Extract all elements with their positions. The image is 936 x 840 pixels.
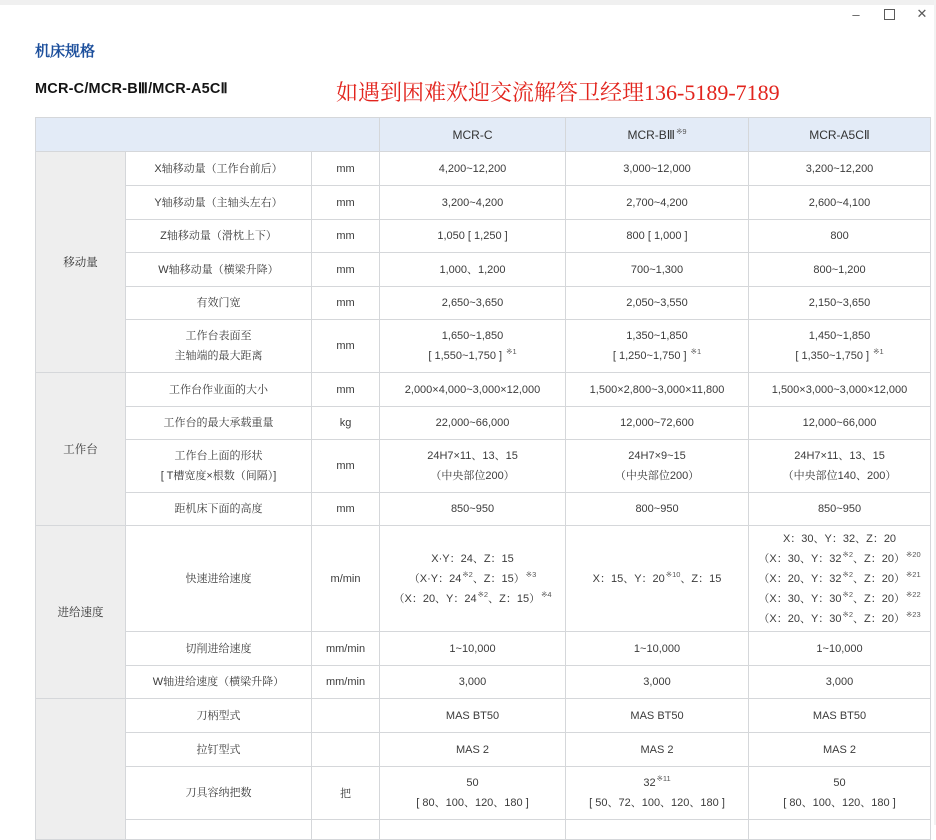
table-row — [36, 699, 931, 733]
unit-cell — [312, 699, 380, 733]
value-cell: MAS BT50 — [566, 699, 749, 733]
unit-cell: mm — [312, 253, 380, 287]
value-cell: 50 [ 80、100、120、180 ] — [749, 767, 931, 820]
header-col-mcr-b3: MCR-BⅢ$^{※9}$ — [566, 118, 749, 152]
value-cell: 24H7×11、13、15 （中央部位140、200） — [749, 440, 931, 493]
value-cell: 32$^{※11}$ [ 50、72、100、120、180 ] — [566, 767, 749, 820]
value-cell: 850~950 — [380, 493, 566, 526]
value-cell: MAS 2 — [566, 733, 749, 767]
spec-name-cell: Y轴移动量（主轴头左右） — [126, 186, 312, 220]
value-cell: MAS BT50 — [749, 699, 931, 733]
value-cell: 1,000、1,200 — [380, 253, 566, 287]
value-cell: X·Y：24、Z：15 （X·Y：24$^{※2}$、Z：15）$^{※3}$ （X：20、Y：24$^{※2}$、Z：15）$^{※4}$ — [380, 526, 566, 632]
value-cell: 1,500×2,800~3,000×11,800 — [566, 373, 749, 407]
unit-cell: mm — [312, 152, 380, 186]
table-row — [36, 253, 931, 287]
spec-name-cell — [126, 820, 312, 840]
spec-name-cell: 切削进给速度 — [126, 632, 312, 666]
value-cell: 2,600~4,100 — [749, 186, 931, 220]
value-cell: 2,150~3,650 — [749, 287, 931, 320]
unit-cell: mm — [312, 287, 380, 320]
value-cell: 2,050~3,550 — [566, 287, 749, 320]
spec-name-cell: 有效门宽 — [126, 287, 312, 320]
table-row — [36, 733, 931, 767]
maximize-icon[interactable] — [877, 5, 901, 23]
value-cell: X：30、Y：32、Z：20 （X：30、Y：32$^{※2}$、Z：20）$^{※20}$ （X：20、Y：32$^{※2}$、Z：20）$^{※21}$ （X：30、Y：30$^{※2}$、Z：20）$^{※22}$ （X：20、Y：30$^{※2}$、Z：20）$^{※23}$ — [749, 526, 931, 632]
window-top-edge — [0, 0, 936, 5]
unit-cell: mm/min — [312, 632, 380, 666]
value-cell: 50 [ 80、100、120、180 ] — [380, 767, 566, 820]
unit-cell: mm — [312, 373, 380, 407]
spec-name-cell: 刀具容纳把数 — [126, 767, 312, 820]
group-cell: 移动量 — [36, 152, 126, 373]
header-col-mcr-c: MCR-C — [380, 118, 566, 152]
value-cell: 1,050 [ 1,250 ] — [380, 220, 566, 253]
table-row — [36, 632, 931, 666]
spec-name-cell: 刀柄型式 — [126, 699, 312, 733]
value-cell: 1,650~1,850 [ 1,550~1,750 ] $^{※1}$ — [380, 320, 566, 373]
spec-name-cell: 距机床下面的高度 — [126, 493, 312, 526]
table-row — [36, 666, 931, 699]
spec-name-cell: 快速进给速度 — [126, 526, 312, 632]
spec-name-cell: 拉钉型式 — [126, 733, 312, 767]
unit-cell: mm — [312, 220, 380, 253]
unit-cell: mm — [312, 493, 380, 526]
value-cell — [380, 820, 566, 840]
value-cell: 3,000 — [749, 666, 931, 699]
table-header-row — [36, 118, 931, 152]
spec-name-cell: Z轴移动量（滑枕上下） — [126, 220, 312, 253]
spec-name-cell: 工作台作业面的大小 — [126, 373, 312, 407]
value-cell: MAS BT50 — [380, 699, 566, 733]
value-cell: 3,200~4,200 — [380, 186, 566, 220]
value-cell — [749, 820, 931, 840]
maximize-glyph — [884, 9, 895, 20]
table-row — [36, 373, 931, 407]
table-row — [36, 440, 931, 493]
spec-name-cell: 工作台表面至 主轴端的最大距离 — [126, 320, 312, 373]
value-cell: 24H7×11、13、15 （中央部位200） — [380, 440, 566, 493]
spec-name-cell: W轴移动量（横梁升降） — [126, 253, 312, 287]
spec-table-body — [36, 152, 931, 840]
value-cell: 1~10,000 — [749, 632, 931, 666]
unit-cell: mm — [312, 440, 380, 493]
spec-name-cell: X轴移动量（工作台前后） — [126, 152, 312, 186]
minimize-icon[interactable]: – — [852, 6, 860, 22]
spec-table — [35, 117, 931, 840]
page-title: 机床规格 — [35, 43, 96, 60]
value-cell: 3,200~12,200 — [749, 152, 931, 186]
window-controls — [835, 5, 934, 23]
table-row — [36, 220, 931, 253]
table-row — [36, 152, 931, 186]
unit-cell — [312, 733, 380, 767]
value-cell: MAS 2 — [380, 733, 566, 767]
value-cell: 1~10,000 — [566, 632, 749, 666]
value-cell: 1,500×3,000~3,000×12,000 — [749, 373, 931, 407]
group-cell: 进给速度 — [36, 526, 126, 699]
close-icon[interactable]: ✕ — [916, 6, 928, 21]
unit-cell: kg — [312, 407, 380, 440]
spec-name-cell: W轴进给速度（横梁升降） — [126, 666, 312, 699]
unit-cell: 把 — [312, 767, 380, 820]
unit-cell: mm/min — [312, 666, 380, 699]
value-cell: 2,000×4,000~3,000×12,000 — [380, 373, 566, 407]
group-cell — [36, 699, 126, 840]
spec-name-cell: 工作台的最大承载重量 — [126, 407, 312, 440]
value-cell: 700~1,300 — [566, 253, 749, 287]
value-cell: 12,000~66,000 — [749, 407, 931, 440]
value-cell: 800~1,200 — [749, 253, 931, 287]
table-row — [36, 407, 931, 440]
value-cell: 22,000~66,000 — [380, 407, 566, 440]
value-cell: 1,450~1,850 [ 1,350~1,750 ] $^{※1}$ — [749, 320, 931, 373]
header-col-mcr-a5c2: MCR-A5CⅡ — [749, 118, 931, 152]
contact-notice: 如遇到困难欢迎交流解答卫经理136-5189-7189 — [336, 80, 780, 105]
table-row — [36, 320, 931, 373]
model-names-subtitle: MCR-C/MCR-BⅢ/MCR-A5CⅡ — [35, 81, 228, 97]
unit-cell: mm — [312, 320, 380, 373]
value-cell: 3,000~12,000 — [566, 152, 749, 186]
table-row-cutoff — [36, 820, 931, 840]
value-cell: 2,650~3,650 — [380, 287, 566, 320]
value-cell: 3,000 — [380, 666, 566, 699]
table-row — [36, 287, 931, 320]
value-cell: 1~10,000 — [380, 632, 566, 666]
value-cell: 800~950 — [566, 493, 749, 526]
value-cell: MAS 2 — [749, 733, 931, 767]
value-cell: 4,200~12,200 — [380, 152, 566, 186]
unit-cell: m/min — [312, 526, 380, 632]
table-row — [36, 186, 931, 220]
value-cell — [312, 820, 380, 840]
value-cell: 800 — [749, 220, 931, 253]
value-cell — [566, 820, 749, 840]
value-cell: 12,000~72,600 — [566, 407, 749, 440]
table-row — [36, 493, 931, 526]
value-cell: 24H7×9~15 （中央部位200） — [566, 440, 749, 493]
spec-name-cell: 工作台上面的形状 [ T槽宽度×根数（间隔）] — [126, 440, 312, 493]
table-row — [36, 526, 931, 632]
value-cell: 2,700~4,200 — [566, 186, 749, 220]
value-cell: 1,350~1,850 [ 1,250~1,750 ] $^{※1}$ — [566, 320, 749, 373]
group-cell: 工作台 — [36, 373, 126, 526]
value-cell: X：15、Y：20$^{※10}$、Z：15 — [566, 526, 749, 632]
table-row — [36, 767, 931, 820]
header-blank-cell — [36, 118, 380, 152]
value-cell: 850~950 — [749, 493, 931, 526]
value-cell: 3,000 — [566, 666, 749, 699]
unit-cell: mm — [312, 186, 380, 220]
value-cell: 800 [ 1,000 ] — [566, 220, 749, 253]
